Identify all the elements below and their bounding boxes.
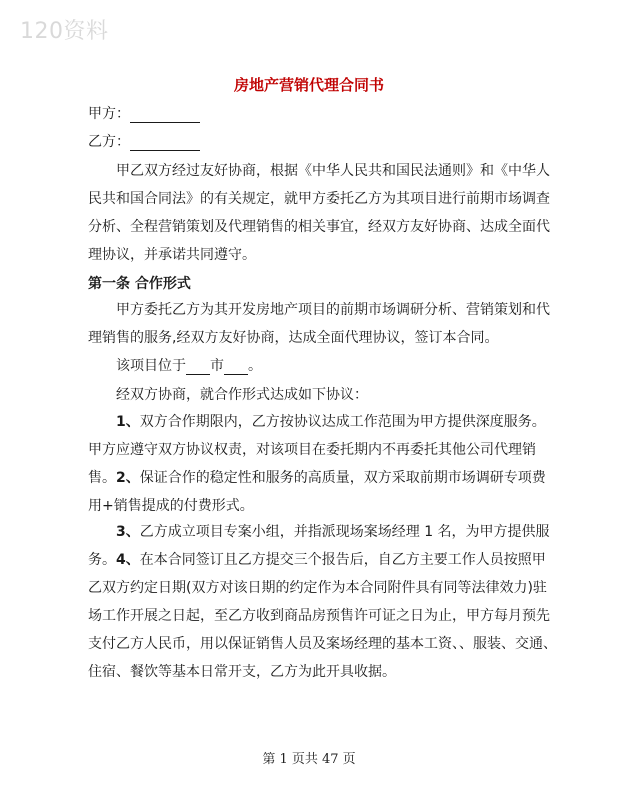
party-b-label: 乙方： [88, 134, 130, 150]
list-item [88, 464, 558, 520]
intro-paragraph: 甲乙双方经过友好协商，根据《中华人民共和国民法通则》和《中华人民共和国合同法》的有关规定，就甲方委托乙方为其项目进行前期市场调查分析、全程营销策划及代理销售的相关事宜，经双方友好协商、达成全面代理协议，并承诺共同遵守。 [88, 163, 550, 263]
location-line [88, 352, 558, 380]
location-end: 。 [248, 358, 262, 374]
item-text: 在本合同签订且乙方提交三个报告后，自乙方主要工作人员按照甲乙双方约定日期(双方对该日期的约定作为本合同附件具有同等法律效力)驻场工作开展之日起，至乙方收到商品房预售许可证之日为止，甲方每月预先支付乙方人民币，用以保证销售人员及案场经理的基本工资、、服装、交通、住宿、餐饮等基本日常开支，乙方为此开具收据。 [88, 552, 557, 680]
item-number: 2、 [116, 470, 140, 486]
document-title: 房地产营销代理合同书 [233, 76, 384, 94]
item-number: 4、 [116, 552, 140, 568]
party-b-blank [130, 132, 200, 151]
party-a-line [88, 100, 558, 128]
article1-heading: 第一条 合作形式 [88, 276, 191, 292]
location-blank-2 [224, 356, 248, 375]
item-text: 双方合作期限内，乙方按协议达成工作范围为甲方提供深度服务。甲方应遵守双方协议权责，对该项目在委托期内不再委托其他公司代理销售。 [88, 414, 546, 486]
page-footer: 第 1 页共 47 页 [262, 752, 356, 767]
party-a-label: 甲方： [88, 106, 130, 122]
agreement-intro: 经双方协商，就合作形式达成如下协议： [116, 387, 368, 403]
article1-paragraph: 甲方委托乙方为其开发房地产项目的前期市场调研分析、营销策划和代理销售的服务,经双方友好协商，达成全面代理协议，签订本合同。 [88, 302, 550, 346]
location-prefix: 该项目位于 [116, 358, 186, 374]
location-mid: 市 [210, 358, 224, 374]
party-b-line [88, 128, 558, 156]
item-text: 保证合作的稳定性和服务的高质量，双方采取前期市场调研专项费用+销售提成的付费形式。 [88, 470, 546, 514]
item-number: 3、 [116, 524, 140, 540]
party-a-blank [130, 104, 200, 123]
item-number: 1、 [116, 414, 140, 430]
list-item [88, 546, 558, 686]
item-text: 乙方成立项目专案小组，并指派现场案场经理 1 名，为甲方提供服务。 [88, 524, 550, 568]
watermark: 120资料 [20, 19, 109, 44]
location-blank-1 [186, 356, 210, 375]
